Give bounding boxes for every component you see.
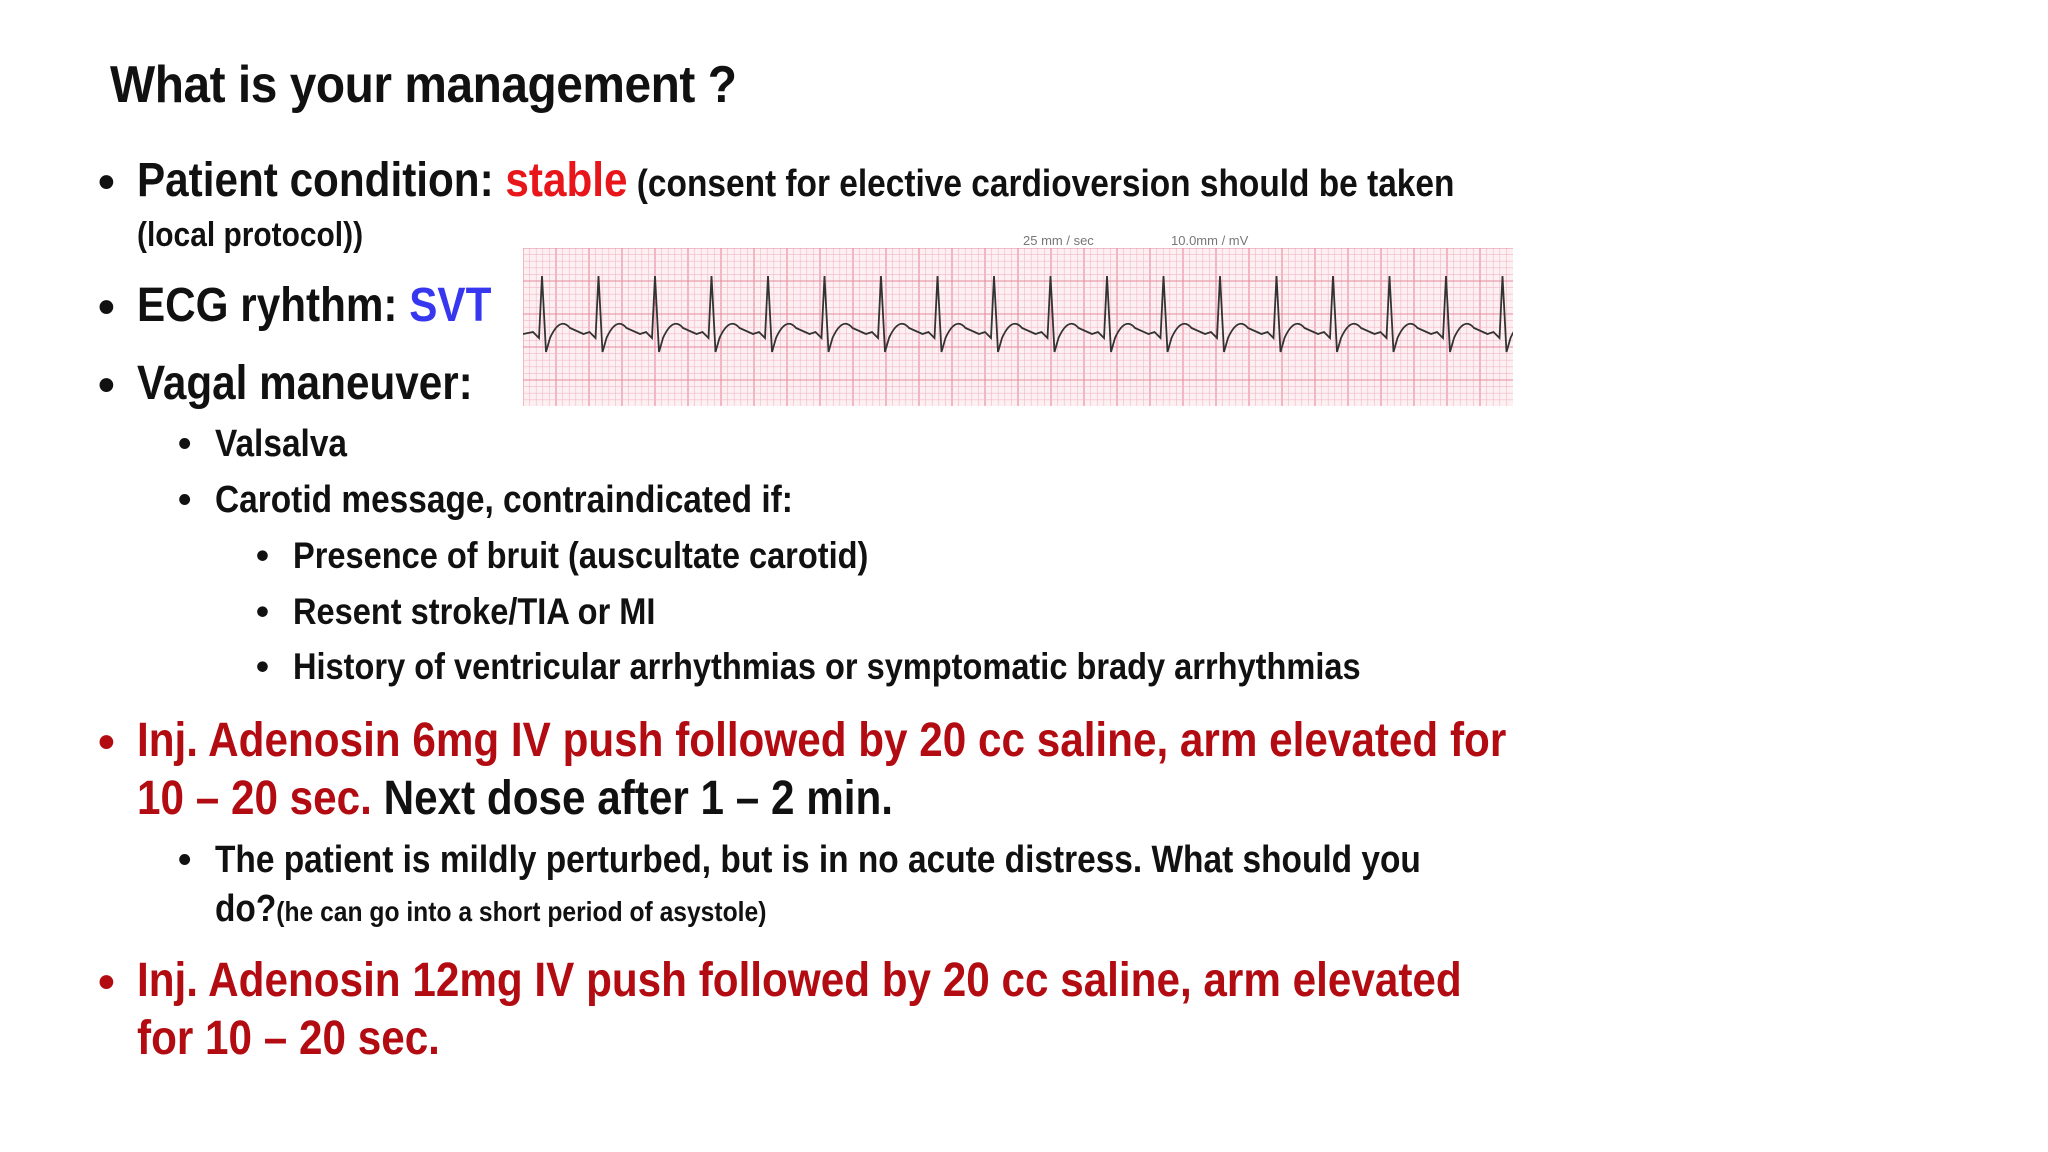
ecg-strip-image [523,234,1513,406]
ecg-rhythm-label: ECG ryhthm: [137,279,410,332]
ecg-header-band [523,234,1513,248]
ecg-grid [523,248,1513,406]
bullet-marker: • [256,591,269,632]
patient-condition-note: (consent for elective cardioversion should be taken [627,163,1455,205]
patient-condition-status: stable [505,154,628,207]
bullet-marker: • [256,646,269,687]
bullet-marker: • [98,281,115,334]
bullet-marker: • [178,479,192,521]
contraindication-item: Presence of bruit (auscultate carotid) [293,535,869,576]
bullet-marker: • [98,716,115,769]
patient-condition-label: Patient condition: [137,154,506,207]
item-patient-condition [137,153,1454,208]
adenosine-6mg-duration: 10 – 20 sec. [137,772,372,825]
ecg-rhythm-value: SVT [409,279,492,332]
patient-condition-note-cont: (local protocol)) [137,216,364,254]
adenosine-12mg-line1: Inj. Adenosin 12mg IV push followed by 20 cc saline, arm elevated [137,954,1462,1007]
ecg-speed-label: 25 mm / sec [1023,234,1094,248]
bullet-marker: • [98,359,115,412]
vagal-carotid-massage: Carotid message, contraindicated if: [215,479,793,521]
item-vagal-maneuver: Vagal maneuver: [137,357,473,410]
contraindication-item: History of ventricular arrhythmias or symptomatic brady arrhythmias [293,646,1361,687]
item-ecg-rhythm [137,278,491,333]
bullet-marker: • [98,956,115,1009]
adenosine-6mg-line2 [137,771,893,826]
adenosine-6mg-line1: Inj. Adenosin 6mg IV push followed by 20 cc saline, arm elevated for [137,714,1507,767]
patient-response-question-cont: do?(he can go into a short period of asystole) [215,888,767,930]
adenosine-12mg-line2: for 10 – 20 sec. [137,1012,440,1065]
asystole-note: (he can go into a short period of asystole) [276,896,767,927]
bullet-marker: • [98,156,115,209]
next-dose-note: Next dose after 1 – 2 min. [371,772,894,825]
bullet-marker: • [256,535,269,576]
ecg-gain-label: 10.0mm / mV [1171,234,1249,248]
patient-response-question: The patient is mildly perturbed, but is in no acute distress. What should you [215,839,1421,881]
bullet-marker: • [178,839,192,881]
contraindication-item: Resent stroke/TIA or MI [293,591,656,632]
slide-title: What is your management ? [110,56,737,114]
bullet-marker: • [178,423,192,465]
vagal-valsalva: Valsalva [215,423,348,465]
